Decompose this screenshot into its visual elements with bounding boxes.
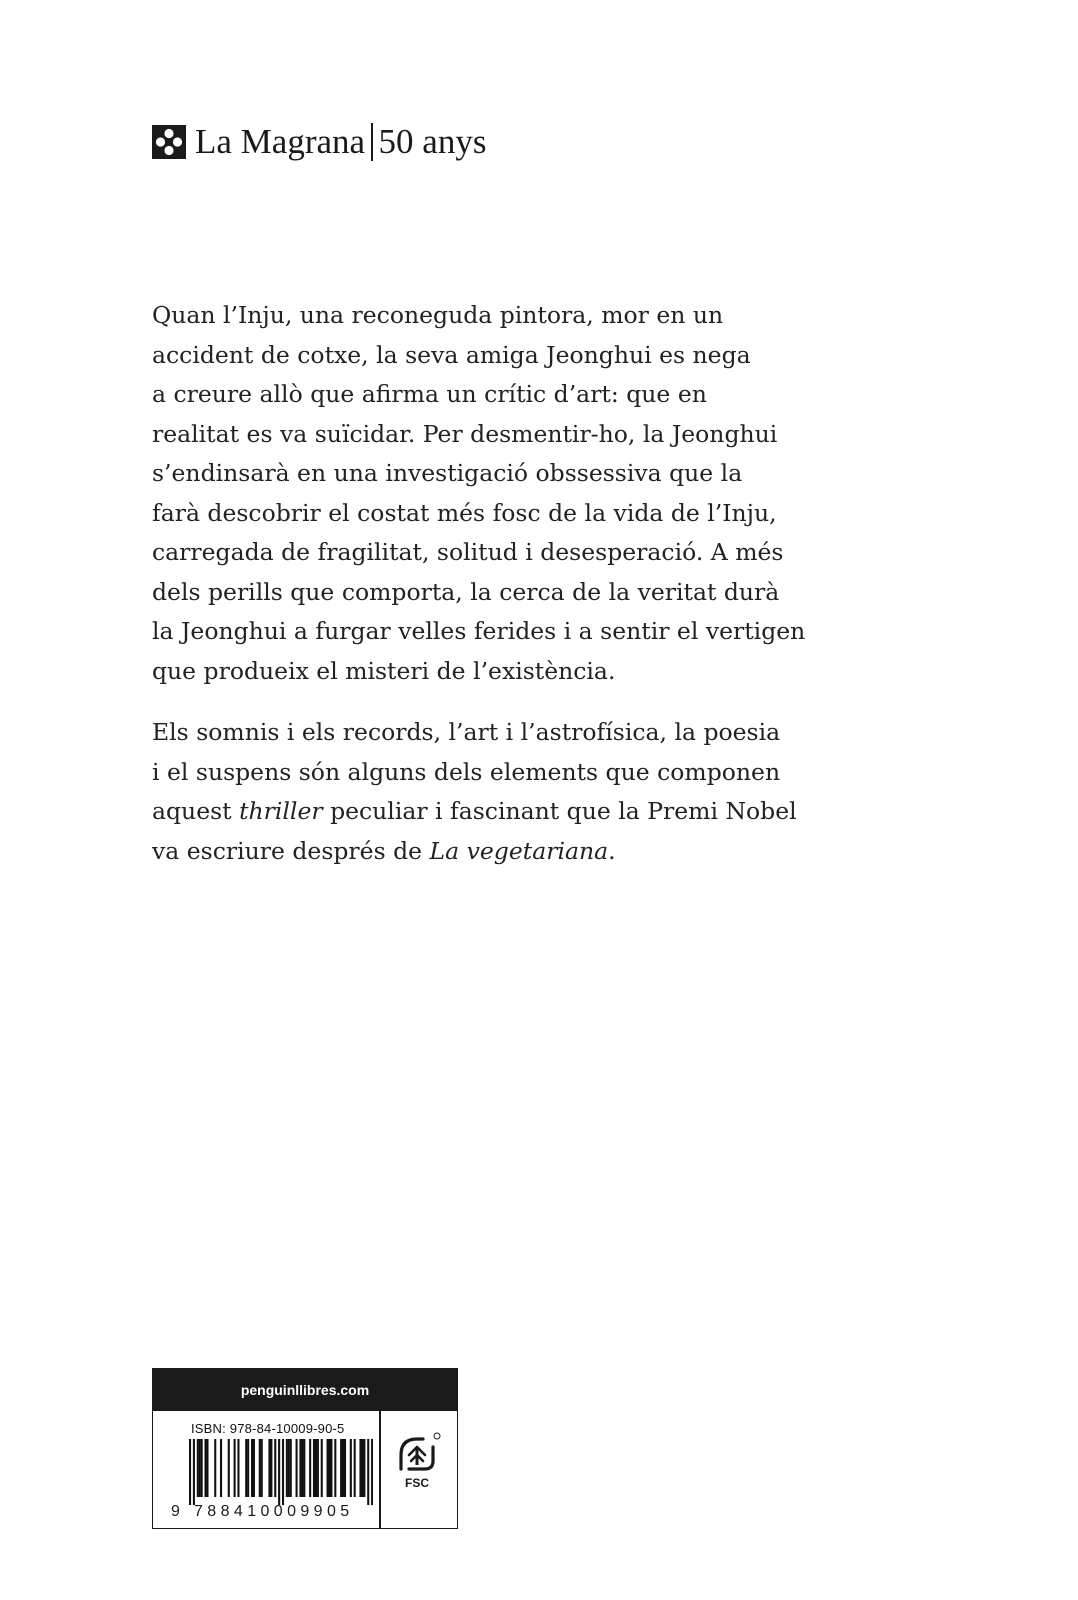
barcode-bar <box>309 1439 311 1497</box>
text-segment: aquest <box>152 797 240 825</box>
text-segment: peculiar i fascinant que la Premi Nobel <box>322 797 797 825</box>
barcode-bar <box>214 1439 216 1497</box>
text-line: carregada de fragilitat, solitud i desesperació. A més <box>152 538 784 566</box>
barcode-bar <box>189 1439 191 1505</box>
text-line <box>152 792 832 832</box>
text-line: i el suspens són alguns dels elements que componen <box>152 757 781 786</box>
barcode-bar <box>234 1439 236 1497</box>
book-title-italic: La vegetariana <box>429 836 609 865</box>
text-line: Quan l’Inju, una reconeguda pintora, mor en un <box>152 301 724 329</box>
fsc-tree-check-icon <box>389 1429 445 1475</box>
barcode-bar <box>228 1439 230 1497</box>
barcode-bar <box>361 1439 363 1497</box>
barcode-bar <box>334 1439 336 1497</box>
barcode-bar <box>350 1439 352 1497</box>
text-line: que produeix el misteri de l’existència. <box>152 656 616 685</box>
barcode-bar <box>327 1439 329 1497</box>
ean-barcode <box>189 1439 373 1505</box>
barcode-bar <box>321 1439 323 1497</box>
barcode-bar <box>251 1439 253 1497</box>
barcode-bar <box>288 1439 290 1497</box>
ean-first-digit: 9 <box>171 1503 180 1520</box>
text-line: dels perills que comporta, la cerca de la veritat durà <box>152 577 780 606</box>
text-line: s’endinsarà en una investigació obssessiva que la <box>152 459 743 487</box>
fsc-label: FSC <box>405 1476 429 1490</box>
barcode-bar <box>237 1439 239 1497</box>
text-segment: va escriure després de <box>152 836 430 865</box>
barcode-bar <box>359 1439 361 1497</box>
text-segment: . <box>608 836 616 865</box>
text-line: la Jeonghui a furgar velles ferides i a sentir el vertigen <box>152 617 806 645</box>
barcode-bar <box>286 1439 288 1497</box>
barcode-bar <box>303 1439 305 1497</box>
barcode-bar <box>344 1439 346 1497</box>
barcode-bar <box>259 1439 261 1497</box>
barcode-bar <box>315 1439 317 1497</box>
barcode-bar <box>204 1439 206 1497</box>
barcode-bar <box>247 1439 249 1497</box>
barcode-bar <box>197 1439 199 1497</box>
text-line: realitat es va suïcidar. Per desmentir-ho, la Jeonghui <box>152 419 778 448</box>
brand-divider <box>371 123 373 161</box>
barcode-bar <box>340 1439 342 1497</box>
publisher-website[interactable]: penguinllibres.com <box>153 1369 457 1411</box>
barcode-bar <box>313 1439 315 1497</box>
barcode-bar <box>330 1439 332 1497</box>
barcode-bar <box>278 1439 280 1505</box>
barcode-bar <box>253 1439 255 1497</box>
text-line: a creure allò que afirma un crític d’art: que en <box>152 380 707 408</box>
isbn-label: ISBN: 978-84-10009-90-5 <box>191 1421 345 1436</box>
publisher-brand <box>152 118 486 166</box>
genre-italic: thriller <box>239 797 323 825</box>
barcode-bar <box>270 1439 272 1497</box>
text-line: accident de cotxe, la seva amiga Jeonghui es nega <box>152 340 751 369</box>
barcode-bar <box>206 1439 208 1497</box>
barcode-bar <box>268 1439 270 1497</box>
synopsis <box>152 296 832 893</box>
barcode-bar <box>274 1439 276 1497</box>
anniversary-label: 50 anys <box>378 122 487 161</box>
barcode-bar <box>193 1439 195 1505</box>
barcode-bar <box>367 1439 369 1505</box>
text-line: Els somnis i els records, l’art i l’astrofísica, la poesia <box>152 718 781 746</box>
barcode-bar <box>328 1439 330 1497</box>
ean-digits: 788410009905 <box>194 1503 354 1520</box>
barcode-divider <box>379 1411 381 1528</box>
barcode-bar <box>282 1439 284 1505</box>
barcode-bar <box>363 1439 365 1497</box>
barcode-box <box>152 1368 458 1529</box>
pomegranate-flower-icon <box>152 125 186 159</box>
barcode-bar <box>354 1439 356 1497</box>
barcode-bar <box>245 1439 247 1497</box>
synopsis-paragraph-2 <box>152 713 832 871</box>
barcode-bar <box>296 1439 298 1497</box>
barcode-bar <box>220 1439 222 1497</box>
barcode-bar <box>299 1439 301 1497</box>
barcode-bar <box>201 1439 203 1497</box>
barcode-bar <box>261 1439 263 1497</box>
text-line <box>152 832 832 872</box>
barcode-bar <box>317 1439 319 1497</box>
barcode-bar <box>371 1439 373 1505</box>
barcode-bar <box>290 1439 292 1497</box>
barcode-bar <box>199 1439 201 1497</box>
synopsis-paragraph-1 <box>152 296 832 691</box>
text-line: farà descobrir el costat més fosc de la vida de l’Inju, <box>152 498 777 527</box>
barcode-bar <box>301 1439 303 1497</box>
publisher-name: La Magrana <box>195 122 366 161</box>
barcode-bar <box>342 1439 344 1497</box>
